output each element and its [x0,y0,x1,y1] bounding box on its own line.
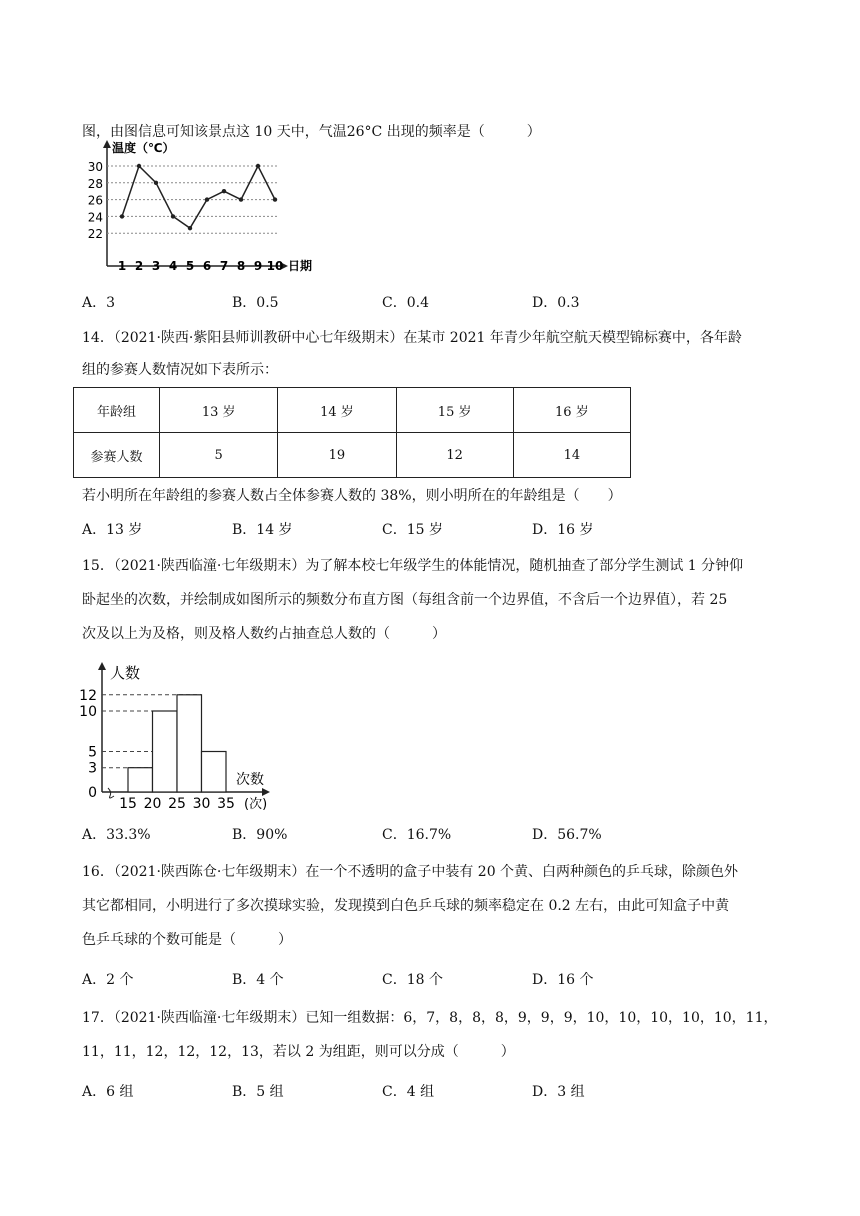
chart1-y-tick-label: 22 [87,227,103,242]
q14-option-b[interactable]: B．14 岁 [232,522,293,538]
q16-line3: 色乒乓球的个数可能是（ ） [82,932,292,948]
chart1-x-tick-label: 1 [117,259,127,273]
chart2-bar [153,711,178,792]
table-cell: 12 [396,433,513,478]
chart1-point [205,197,209,201]
q17-option-a[interactable]: A．6 组 [82,1084,134,1100]
q13-option-a[interactable]: A．3 [82,295,116,311]
temperature-line-chart [87,138,332,276]
table-cell: 14 [513,433,630,478]
chart1-x-tick-label: 8 [236,259,246,273]
q13-option-b[interactable]: B．0.5 [232,295,279,311]
q17-line1: 17．（2021·陕西临潼·七年级期末）已知一组数据：6，7，8，8，8，9，9，9，10，10，10，10，10，11， [82,1010,778,1026]
q17-option-b[interactable]: B．5 组 [232,1084,284,1100]
table-cell: 15 岁 [396,388,513,433]
chart2-y-tick-label: 12 [79,687,97,704]
table-cell: 5 [160,433,278,478]
q15-line3: 次及以上为及格，则及格人数约占抽查总人数的（ ） [82,626,446,642]
q14-line3: 若小明所在年龄组的参赛人数占全体参赛人数的 38%，则小明所在的年龄组是（ ） [82,488,622,504]
q13-text: 图，由图信息可知该景点这 10 天中，气温26°C 出现的频率是（ ） [82,124,541,140]
frequency-histogram [79,658,286,814]
table-cell: 参赛人数 [74,433,160,478]
q16-option-c[interactable]: C．18 个 [382,972,443,988]
table-cell: 13 岁 [160,388,278,433]
chart2-x-tick-label: 30 [192,796,211,812]
q15-option-d[interactable]: D．56.7% [532,827,602,843]
chart2-y-tick-label: 5 [88,744,97,761]
chart1-ylabel: 温度（℃） [112,141,175,155]
chart2-y-tick-label: 10 [79,704,97,720]
chart1-point [137,164,141,168]
chart2-ylabel: 人数 [110,664,141,682]
q14-line2: 组的参赛人数情况如下表所示： [82,362,278,378]
q14-option-d[interactable]: D．16 岁 [532,522,594,538]
table-row [74,433,631,478]
q15-option-c[interactable]: C．16.7% [382,827,452,843]
age-group-table [73,387,631,478]
chart1-point [222,189,226,193]
chart1-y-tick-label: 28 [87,176,103,191]
q17-option-d[interactable]: D．3 组 [532,1084,585,1100]
chart1-x-tick-label: 4 [168,259,178,273]
chart1-xlabel: 日期 [288,259,313,273]
q15-option-b[interactable]: B．90% [232,827,288,843]
chart2-bar [128,768,153,792]
q16-line1: 16．（2021·陕西陈仓·七年级期末）在一个不透明的盒子中装有 20 个黄、白两种颜色的乒乓球，除颜色外 [82,864,739,880]
chart1-x-tick-label: 5 [185,259,195,273]
chart1-y-tick-label: 26 [87,193,103,208]
chart2-y-tick-label: 0 [88,785,97,801]
chart1-point [256,164,260,168]
chart1-x-tick-label: 9 [253,259,263,273]
q17-option-c[interactable]: C．4 组 [382,1084,435,1100]
chart1-y-tick-label: 24 [87,210,103,225]
q14-option-a[interactable]: A．13 岁 [82,522,143,538]
q15-line2: 卧起坐的次数，并绘制成如图所示的频数分布直方图（每组含前一个边界值，不含后一个边界值），若 25 [82,592,728,608]
chart1-x-tick-label: 10 [266,259,284,273]
table-cell: 16 岁 [513,388,630,433]
chart2-bar [202,752,227,793]
chart1-point [171,214,175,218]
chart1-x-tick-label: 6 [202,259,212,273]
chart2-x-tick-label: 25 [168,796,186,812]
chart2-xlabel-unit: (次) [244,797,268,812]
chart1-point [273,197,277,201]
q16-option-b[interactable]: B．4 个 [232,972,284,988]
q17-line2: 11，11，12，12，12，13，若以 2 为组距，则可以分成（ ） [82,1044,515,1060]
chart1-series-line [122,166,275,228]
chart1-x-tick-label: 3 [151,259,161,273]
chart1-x-tick-label: 7 [219,259,229,273]
chart2-x-tick-label: 20 [143,796,162,812]
q13-option-c[interactable]: C．0.4 [382,295,429,311]
q13-option-d[interactable]: D．0.3 [532,295,580,311]
chart2-bar [177,695,202,792]
q16-line2: 其它都相同，小明进行了多次摸球实验，发现摸到白色乒乓球的频率稳定在 0.2 左右，由此可知盒子中黄 [82,898,730,914]
chart2-x-tick-label: 35 [217,796,235,812]
chart1-point [154,181,158,185]
q14-line1: 14．（2021·陕西·紫阳县师训教研中心七年级期末）在某市 2021 年青少年航空航天模型锦标赛中，各年龄 [82,330,742,346]
chart1-point [188,226,192,230]
table-row [74,388,631,433]
chart1-y-tick-label: 30 [87,160,103,174]
q16-option-d[interactable]: D．16 个 [532,972,594,988]
q15-option-a[interactable]: A．33.3% [82,827,151,843]
q15-line1: 15．（2021·陕西临潼·七年级期末）为了解本校七年级学生的体能情况，随机抽查了部分学生测试 1 分钟仰 [82,558,744,574]
chart1-point [239,197,243,201]
chart1-x-tick-label: 2 [134,259,144,273]
chart2-xlabel: 次数 [236,772,264,788]
chart2-x-tick-label: 15 [119,796,137,812]
table-cell: 年龄组 [74,388,160,433]
q14-option-c[interactable]: C．15 岁 [382,522,443,538]
chart2-y-tick-label: 3 [88,760,97,777]
chart1-point [120,214,124,218]
q16-option-a[interactable]: A．2 个 [82,972,134,988]
table-cell: 19 [278,433,396,478]
table-cell: 14 岁 [278,388,396,433]
